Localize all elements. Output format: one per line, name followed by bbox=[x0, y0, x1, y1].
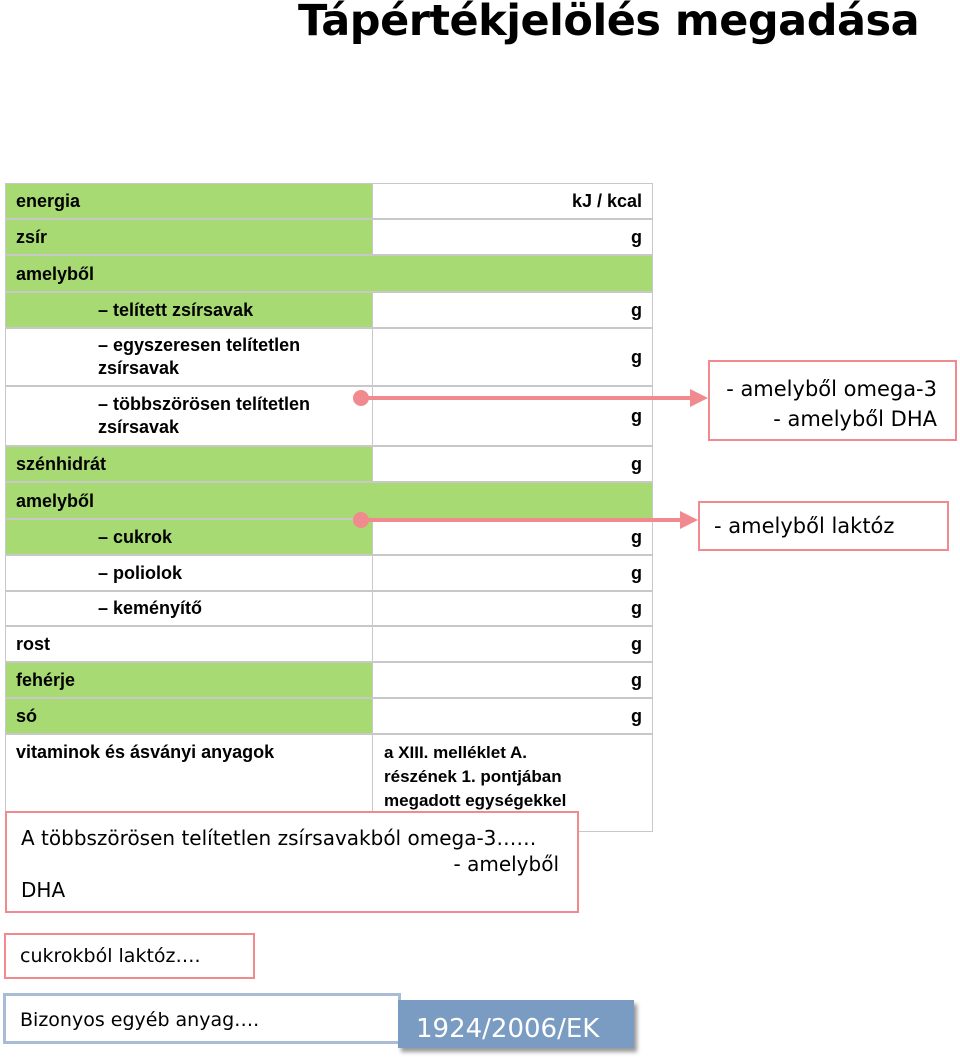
row-unit-energia: kJ / kcal bbox=[372, 183, 653, 219]
omega-note-line1: A többszörösen telítetlen zsírsavakból omega-3…… bbox=[21, 826, 537, 850]
omega-callout-line2: - amelyből DHA bbox=[773, 407, 937, 431]
row-label-egyszeresen-line2: zsírsavak bbox=[98, 358, 180, 378]
row-unit-zsir: g bbox=[372, 219, 653, 255]
row-unit-telitett: g bbox=[372, 292, 653, 328]
row-unit-vitaminok-line3: megadott egységekkel bbox=[384, 791, 567, 810]
egyeb-note-box: Bizonyos egyéb anyag…. bbox=[3, 993, 401, 1044]
row-label-kemenyito: – keményítő bbox=[5, 591, 373, 626]
row-label-feherje: fehérje bbox=[5, 662, 373, 698]
reference-box: 1924/2006/EK bbox=[398, 1000, 634, 1048]
row-label-vitaminok: vitaminok és ásványi anyagok bbox=[5, 734, 373, 832]
page-title: Tápértékjelölés megadása bbox=[298, 0, 920, 46]
row-unit-kemenyito: g bbox=[372, 591, 653, 626]
row-label-telitett: – telített zsírsavak bbox=[5, 292, 373, 328]
row-label-tobbszorosen-line2: zsírsavak bbox=[98, 417, 180, 437]
row-unit-vitaminok-line1: a XIII. melléklet A. bbox=[384, 743, 527, 762]
omega-callout-line1: - amelyből omega-3 bbox=[726, 377, 937, 401]
laktoz-note-box: cukrokból laktóz…. bbox=[4, 933, 255, 979]
row-label-energia: energia bbox=[5, 183, 373, 219]
row-label-amelybol-zsir: amelyből bbox=[5, 255, 653, 292]
laktoz-arrow bbox=[353, 511, 698, 529]
row-label-so: só bbox=[5, 698, 373, 734]
row-unit-poliolok: g bbox=[372, 555, 653, 591]
row-unit-feherje: g bbox=[372, 662, 653, 698]
row-unit-so: g bbox=[372, 698, 653, 734]
row-label-amelybol-szenhidrat: amelyből bbox=[5, 482, 653, 519]
omega-note-box bbox=[5, 811, 579, 913]
omega-arrow bbox=[353, 389, 708, 407]
omega-note-line3: DHA bbox=[21, 878, 66, 902]
omega-callout-box bbox=[708, 360, 957, 441]
row-unit-egyszeresen: g bbox=[372, 328, 653, 386]
row-label-egyszeresen-line1: – egyszeresen telítetlen bbox=[98, 335, 301, 355]
omega-note-line2: - amelyből bbox=[453, 852, 559, 876]
row-label-rost: rost bbox=[5, 626, 373, 662]
laktoz-callout-box: - amelyből laktóz bbox=[698, 501, 949, 551]
row-label-cukrok: – cukrok bbox=[5, 519, 373, 555]
row-unit-szenhidrat: g bbox=[372, 446, 653, 482]
row-label-poliolok: – poliolok bbox=[5, 555, 373, 591]
row-label-szenhidrat: szénhidrát bbox=[5, 446, 373, 482]
row-unit-cukrok: g bbox=[372, 519, 653, 555]
row-unit-rost: g bbox=[372, 626, 653, 662]
row-unit-vitaminok-line2: részének 1. pontjában bbox=[384, 767, 562, 786]
row-label-zsir: zsír bbox=[5, 219, 373, 255]
row-unit-tobbszorosen: g bbox=[372, 386, 653, 446]
row-label-tobbszorosen-line1: – többszörösen telítetlen bbox=[98, 394, 311, 414]
